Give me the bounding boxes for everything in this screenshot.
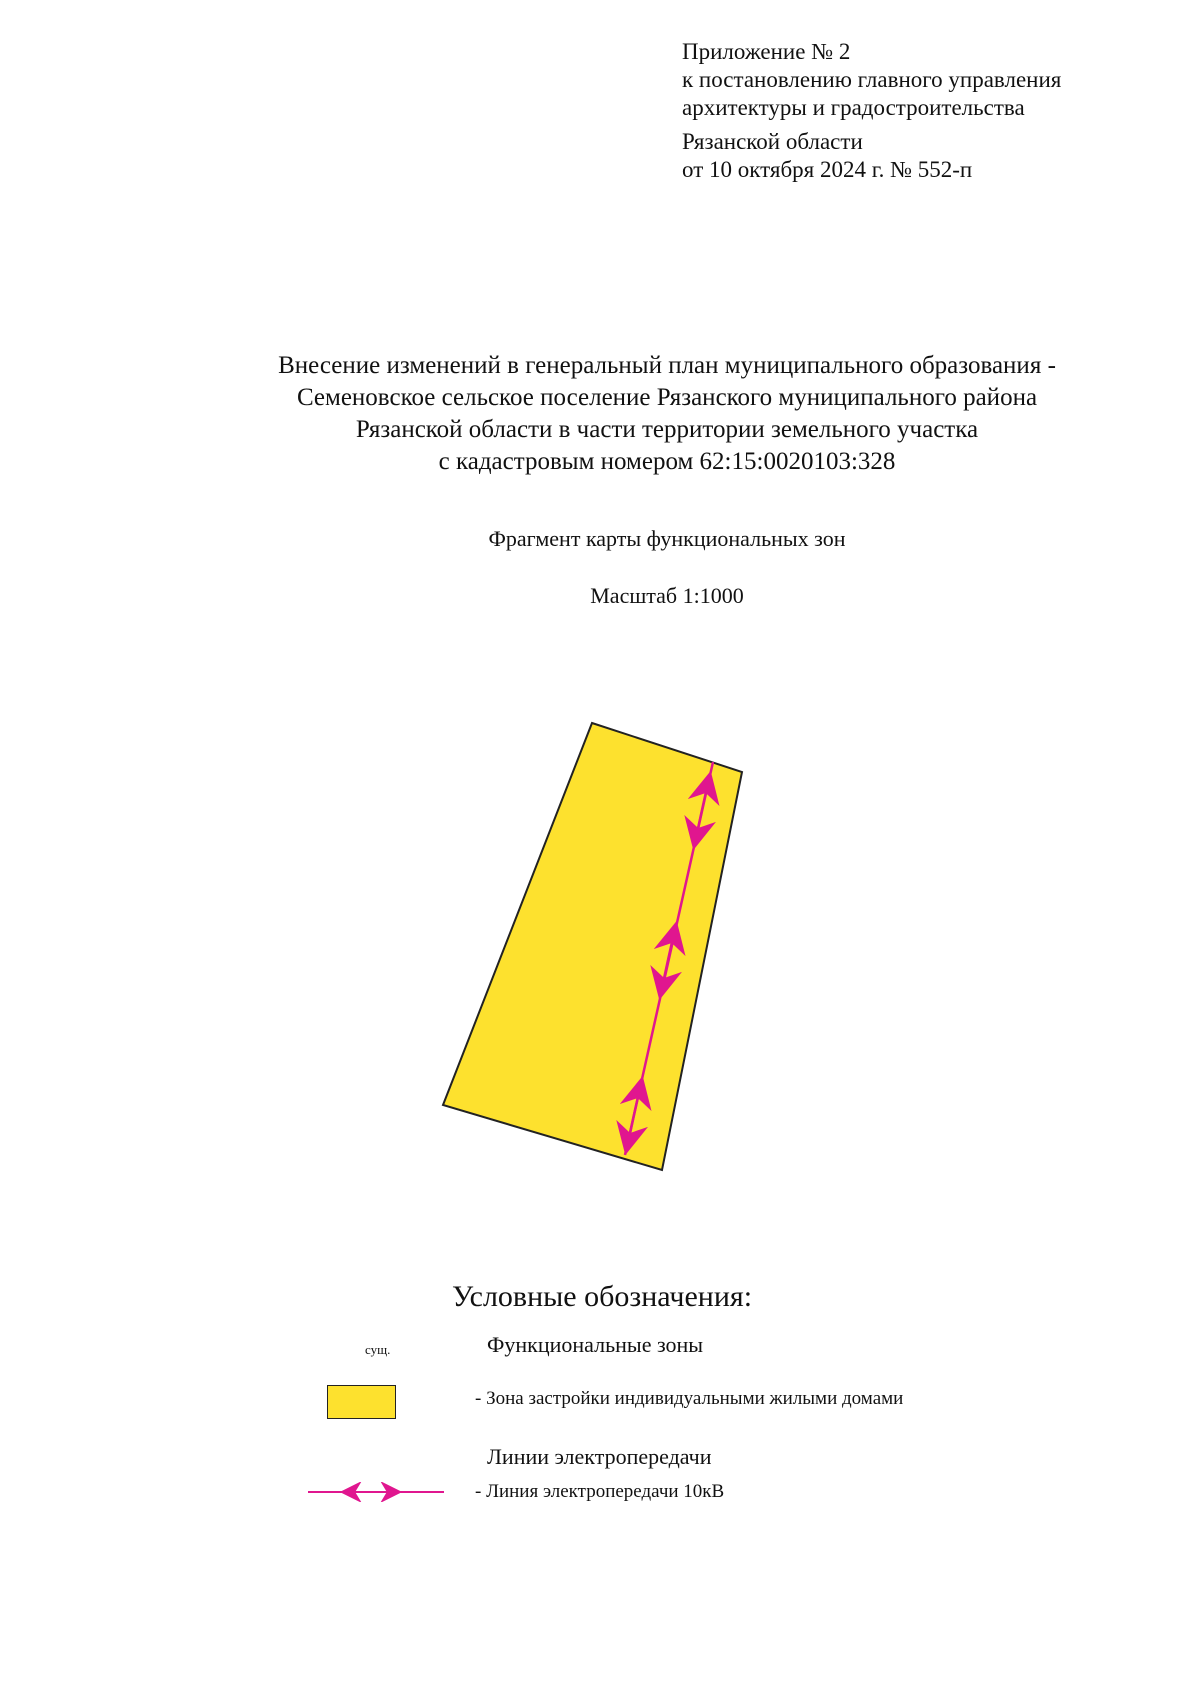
legend-title: Условные обозначения: xyxy=(452,1280,753,1313)
appendix-number: Приложение № 2 xyxy=(682,39,851,64)
title-line-1: Внесение изменений в генеральный план муниципального образования - xyxy=(278,352,1056,379)
legend-lines-heading: Линии электропередачи xyxy=(487,1444,712,1469)
legend-zone-label: - Зона застройки индивидуальными жилыми домами xyxy=(475,1388,904,1409)
title-line-3: Рязанской области в части территории земельного участка xyxy=(355,416,979,443)
appendix-line-1: к постановлению главного управления xyxy=(682,67,1062,92)
legend-status-tag: сущ. xyxy=(365,1342,391,1357)
map-scale: Масштаб 1:1000 xyxy=(590,583,744,608)
document-title xyxy=(0,350,1200,478)
map-subtitle: Фрагмент карты функциональных зон xyxy=(488,526,846,551)
functional-zone-map xyxy=(430,710,770,1200)
appendix-header xyxy=(682,38,1061,184)
appendix-line-2: архитектуры и градостроительства xyxy=(682,95,1025,120)
title-line-2: Семеновское сельское поселение Рязанского муниципального района xyxy=(296,384,1038,411)
title-line-4: с кадастровым номером 62:15:0020103:328 xyxy=(438,448,896,475)
residential-zone-swatch xyxy=(327,1385,396,1419)
residential-zone-parcel xyxy=(443,723,742,1170)
legend-zones-heading: Функциональные зоны xyxy=(487,1332,704,1357)
appendix-date: от 10 октября 2024 г. № 552-п xyxy=(682,157,973,182)
power-line-legend-symbol xyxy=(308,1482,444,1502)
legend-line-label: - Линия электропередачи 10кВ xyxy=(475,1481,725,1502)
appendix-line-3: Рязанской области xyxy=(682,129,863,154)
